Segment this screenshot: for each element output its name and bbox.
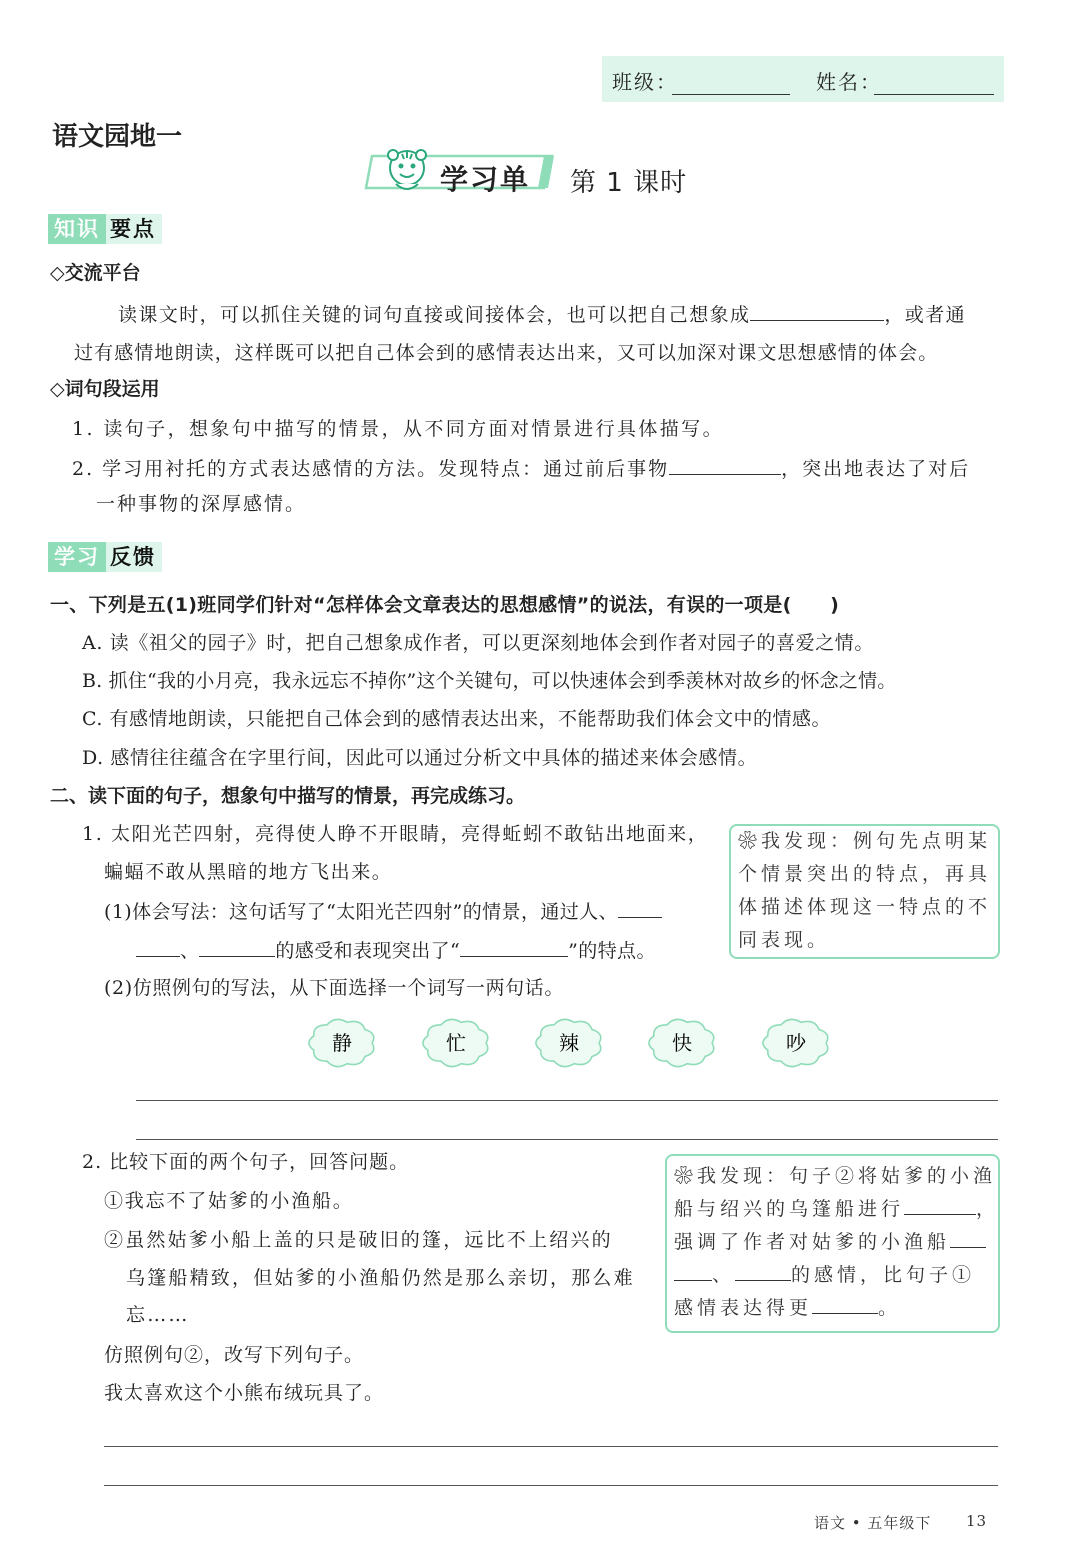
class-field[interactable] [672, 68, 790, 95]
option-c[interactable]: C. 有感情地朗读，只能把自己体会到的感情表达出来，不能帮助我们体会文中的情感。 [82, 708, 831, 730]
banner-subtitle: 第 1 课时 [570, 168, 688, 198]
exchange-text-line1 [118, 302, 966, 327]
exchange-text-line2: 过有感情地朗读，这样既可以把自己体会到的感情表达出来，又可以加深对课文思想感情的体会。 [74, 342, 939, 364]
fill-blank[interactable] [199, 938, 275, 957]
fill-blank[interactable] [460, 938, 568, 957]
answer-line[interactable] [104, 1446, 998, 1447]
knowledge-item-2 [72, 456, 970, 481]
fill-blank[interactable] [136, 938, 180, 957]
q2-2-sentence1: ①我忘不了姑爹的小渔船。 [104, 1190, 354, 1212]
word-choice-text: 辣 [559, 1031, 579, 1055]
page-number: 13 [966, 1512, 988, 1530]
fill-blank[interactable] [750, 302, 884, 321]
name-label: 姓名： [816, 70, 882, 94]
question-2: 二、读下面的句子，想象句中描写的情景，再完成练习。 [50, 785, 526, 807]
option-b[interactable]: B. 抓住“我的小月亮，我永远忘不掉你”这个关键句，可以快速体会到季羡林对故乡的怀念之情。 [82, 670, 897, 692]
fill-blank[interactable] [674, 1262, 712, 1281]
q2-1-line2: 蝙蝠不敢从黑暗的地方飞出来。 [104, 861, 393, 883]
feedback-badge [48, 542, 162, 572]
answer-line[interactable] [136, 1100, 998, 1101]
word-choice-flower[interactable] [533, 1016, 605, 1070]
tip2-line5-a: 感情表达得更 [674, 1297, 813, 1319]
knowledge-item-1: 1. 读句子，想象句中描写的情景，从不同方面对情景进行具体描写。 [72, 418, 724, 440]
fill-blank[interactable] [669, 456, 781, 475]
footer-subject: 语文 • 五年级下 [814, 1514, 932, 1532]
feedback-badge-highlight: 学习 [48, 542, 106, 572]
tip2-line3-a: 强调了作者对姑爹的小渔船 [674, 1231, 951, 1253]
feedback-badge-rest: 反馈 [106, 542, 162, 572]
answer-line[interactable] [136, 1139, 998, 1140]
tip2-line2-b: ， [976, 1198, 1000, 1220]
q2-2-sentence2-l2: 乌篷船精致，但姑爹的小渔船仍然是那么亲切，那么难 [126, 1267, 635, 1289]
knowledge-badge-highlight: 知识 [48, 214, 106, 244]
word-choice-text: 吵 [786, 1031, 806, 1055]
banner-title: 学习单 [440, 163, 531, 196]
q2-1-line1: 1. 太阳光芒四射，亮得使人睁不开眼睛，亮得蚯蚓不敢钻出地面来， [82, 823, 709, 845]
item2-text-a: 2. 学习用衬托的方式表达感情的方法。发现特点：通过前后事物 [72, 458, 670, 480]
fill-blank[interactable] [735, 1262, 791, 1281]
answer-line[interactable] [104, 1485, 998, 1486]
tip2-line2 [674, 1193, 999, 1226]
word-choice-flower[interactable] [760, 1016, 832, 1070]
q2-2-task: 仿照例句②，改写下列句子。 [104, 1344, 365, 1366]
q2-1-sub1 [104, 899, 662, 924]
tip2-line5-b: 。 [878, 1297, 902, 1319]
knowledge-badge [48, 214, 162, 244]
tip1-line3: 体描述体现这一特点的不 [738, 896, 992, 918]
sub1-text-b: 、 [180, 940, 200, 962]
question-1: 一、下列是五(1)班同学们针对“怎样体会文章表达的思想感情”的说法，有误的一项是( ) [50, 594, 840, 616]
q2-2-sentence2-l3: 忘…… [126, 1304, 190, 1326]
q2-2-original-sentence: 我太喜欢这个小熊布绒玩具了。 [104, 1382, 385, 1404]
q2-1-sub1-cont [136, 938, 656, 963]
exchange-text-b: ，或者通 [884, 304, 967, 326]
option-d[interactable]: D. 感情往往蕴含在字里行间，因此可以通过分析文中具体的描述来体会感情。 [82, 747, 758, 769]
name-field[interactable] [874, 68, 994, 95]
fill-blank[interactable] [950, 1229, 986, 1248]
exchange-text-a: 读课文时，可以抓住关键的词句直接或间接体会，也可以把自己想象成 [118, 304, 751, 326]
word-usage-title: ◇词句段运用 [50, 378, 160, 400]
word-choice-flower[interactable] [306, 1016, 378, 1070]
sub1-text-c: 的感受和表现突出了“ [275, 940, 461, 962]
q2-1-sub2: (2)仿照例句的写法，从下面选择一个词写一两句话。 [104, 977, 564, 999]
knowledge-badge-rest: 要点 [106, 214, 162, 244]
fill-blank[interactable] [812, 1295, 878, 1314]
word-choice-text: 快 [672, 1031, 692, 1055]
tip2-line4-b: 的感情，比句子① [791, 1264, 976, 1286]
tip2-line1: ❀我发现：句子②将姑爹的小渔 [674, 1165, 997, 1187]
tip1-line4: 同表现。 [738, 929, 831, 951]
knowledge-item-2-cont: 一种事物的深厚感情。 [96, 493, 307, 515]
tiger-mascot-icon [380, 146, 434, 196]
item2-text-b: ，突出地表达了对后 [781, 458, 971, 480]
word-choice-text: 忙 [446, 1031, 466, 1055]
tip1-line1: ❀我发现：例句先点明某 [738, 830, 992, 852]
sub1-text-d: ”的特点。 [568, 940, 656, 962]
tip2-line4 [674, 1259, 975, 1292]
tip2-line5 [674, 1292, 901, 1325]
q2-2-sentence2-l1: ②虽然姑爹小船上盖的只是破旧的篷，远比不上绍兴的 [104, 1229, 613, 1251]
word-choice-flower[interactable] [420, 1016, 492, 1070]
tip2-line2-a: 船与绍兴的乌篷船进行 [674, 1198, 905, 1220]
fill-blank[interactable] [904, 1196, 976, 1215]
tip2-line4-a: 、 [712, 1264, 736, 1286]
class-label: 班级： [612, 70, 678, 94]
tip1-line2: 个情景突出的特点，再具 [738, 863, 992, 885]
word-choice-text: 静 [332, 1031, 352, 1055]
q2-2-line1: 2. 比较下面的两个句子，回答问题。 [82, 1151, 410, 1173]
fill-blank[interactable] [618, 899, 662, 918]
sub1-text-a: (1)体会写法：这句话写了“太阳光芒四射”的情景，通过人、 [104, 901, 618, 923]
tip2-line3 [674, 1226, 986, 1259]
word-choice-flower[interactable] [646, 1016, 718, 1070]
unit-title: 语文园地一 [52, 122, 183, 152]
exchange-platform-title: ◇交流平台 [50, 262, 141, 284]
option-a[interactable]: A. 读《祖父的园子》时，把自己想象成作者，可以更深刻地体会到作者对园子的喜爱之情。 [82, 632, 875, 654]
